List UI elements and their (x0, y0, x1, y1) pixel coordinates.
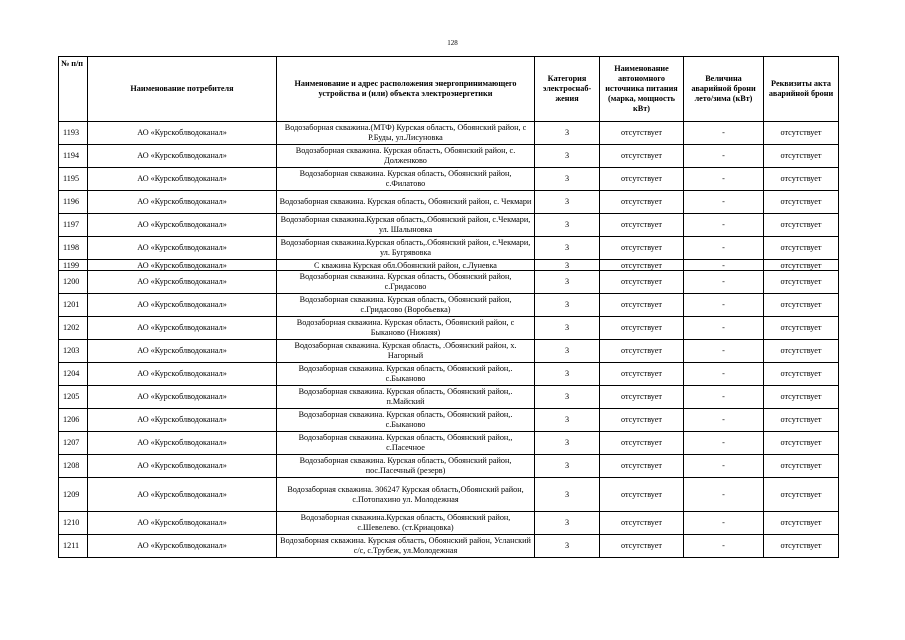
row-num-cell: 1200 (59, 271, 88, 294)
reserve-value-cell: - (684, 168, 764, 191)
power-source-cell: отсутствует (600, 168, 684, 191)
object-address-cell: Водозаборная скважина. Курская область, Обоянский район, с.Филатово (277, 168, 535, 191)
consumer-cell: АО «Курскоблводоканал» (88, 294, 277, 317)
header-consumer: Наименование потребителя (88, 57, 277, 122)
act-details-cell: отсутствует (764, 317, 839, 340)
consumer-cell: АО «Курскоблводоканал» (88, 317, 277, 340)
row-num-cell: 1201 (59, 294, 88, 317)
power-source-cell: отсутствует (600, 271, 684, 294)
act-details-cell: отсутствует (764, 214, 839, 237)
power-source-cell: отсутствует (600, 455, 684, 478)
power-source-cell: отсутствует (600, 386, 684, 409)
category-cell: 3 (535, 386, 600, 409)
category-cell: 3 (535, 237, 600, 260)
object-address-cell: Водозаборная скважина. Курская область, Обоянский район,. п.Майский (277, 386, 535, 409)
object-address-cell: Водозаборная скважина. Курская область, Обоянский район, с Быканово (Нижняя) (277, 317, 535, 340)
category-cell: 3 (535, 271, 600, 294)
object-address-cell: Водозаборная скважина. Курская область, Обоянский район,. с.Быканово (277, 363, 535, 386)
power-source-cell: отсутствует (600, 512, 684, 535)
row-num-cell: 1210 (59, 512, 88, 535)
consumer-cell: АО «Курскоблводоканал» (88, 478, 277, 512)
row-num-cell: 1202 (59, 317, 88, 340)
row-num-cell: 1208 (59, 455, 88, 478)
table-row (59, 317, 839, 340)
act-details-cell: отсутствует (764, 340, 839, 363)
table-row (59, 271, 839, 294)
table-row (59, 512, 839, 535)
consumer-cell: АО «Курскоблводоканал» (88, 409, 277, 432)
table-row (59, 478, 839, 512)
act-details-cell: отсутствует (764, 294, 839, 317)
consumer-cell: АО «Курскоблводоканал» (88, 214, 277, 237)
category-cell: 3 (535, 122, 600, 145)
power-source-cell: отсутствует (600, 409, 684, 432)
header-object: Наименование и адрес расположения энергопринимающего устройства и (или) объекта электроэнергетики (277, 57, 535, 122)
consumer-cell: АО «Курскоблводоканал» (88, 386, 277, 409)
object-address-cell: Водозаборная скважина. Курская область, Обоянский район, с. Долженково (277, 145, 535, 168)
category-cell: 3 (535, 535, 600, 558)
row-num-cell: 1197 (59, 214, 88, 237)
table-row (59, 122, 839, 145)
object-address-cell: Водозаборная скважина. 306247 Курская область,Обоянский район, с.Потопахино ул. Молодежная (277, 478, 535, 512)
table-row (59, 237, 839, 260)
act-details-cell: отсутствует (764, 455, 839, 478)
table-row (59, 455, 839, 478)
consumer-cell: АО «Курскоблводоканал» (88, 260, 277, 271)
power-source-cell: отсутствует (600, 478, 684, 512)
object-address-cell: Водозаборная скважина.Курская область, Обоянский район, с.Шевелево. (ст.Криацовка) (277, 512, 535, 535)
act-details-cell: отсутствует (764, 237, 839, 260)
row-num-cell: 1205 (59, 386, 88, 409)
consumer-cell: АО «Курскоблводоканал» (88, 340, 277, 363)
consumer-cell: АО «Курскоблводоканал» (88, 122, 277, 145)
reserve-value-cell: - (684, 455, 764, 478)
reserve-value-cell: - (684, 363, 764, 386)
reserve-value-cell: - (684, 145, 764, 168)
table-row (59, 191, 839, 214)
header-num: № п/п (59, 57, 88, 122)
power-source-cell: отсутствует (600, 340, 684, 363)
row-num-cell: 1207 (59, 432, 88, 455)
object-address-cell: Водозаборная скважина. Курская область, Обоянский район, с.Гридасово (277, 271, 535, 294)
header-reserve: Величина аварийной брони лето/зима (кВт) (684, 57, 764, 122)
category-cell: 3 (535, 191, 600, 214)
row-num-cell: 1195 (59, 168, 88, 191)
act-details-cell: отсутствует (764, 145, 839, 168)
table-row (59, 386, 839, 409)
consumer-cell: АО «Курскоблводоканал» (88, 237, 277, 260)
act-details-cell: отсутствует (764, 191, 839, 214)
category-cell: 3 (535, 214, 600, 237)
consumer-cell: АО «Курскоблводоканал» (88, 455, 277, 478)
power-source-cell: отсутствует (600, 145, 684, 168)
row-num-cell: 1211 (59, 535, 88, 558)
category-cell: 3 (535, 168, 600, 191)
reserve-value-cell: - (684, 512, 764, 535)
category-cell: 3 (535, 363, 600, 386)
consumer-cell: АО «Курскоблводоканал» (88, 145, 277, 168)
header-row (59, 57, 839, 122)
object-address-cell: С кважина Курская обл.Обоянский район, с.Луневка (277, 260, 535, 271)
category-cell: 3 (535, 260, 600, 271)
table-row (59, 214, 839, 237)
row-num-cell: 1196 (59, 191, 88, 214)
row-num-cell: 1198 (59, 237, 88, 260)
row-num-cell: 1209 (59, 478, 88, 512)
category-cell: 3 (535, 145, 600, 168)
object-address-cell: Водозаборная скважина.Курская область,.Обоянский район, с.Чекмари, ул. Шалыновка (277, 214, 535, 237)
category-cell: 3 (535, 317, 600, 340)
table-row (59, 294, 839, 317)
reserve-value-cell: - (684, 237, 764, 260)
reserve-value-cell: - (684, 271, 764, 294)
consumer-cell: АО «Курскоблводоканал» (88, 363, 277, 386)
table-row (59, 432, 839, 455)
category-cell: 3 (535, 455, 600, 478)
object-address-cell: Водозаборная скважина. Курская область, Обоянский район, с. Чекмари (277, 191, 535, 214)
act-details-cell: отсутствует (764, 386, 839, 409)
object-address-cell: Водозаборная скважина.Курская область,.Обоянский район, с.Чекмари, ул. Бугрявовка (277, 237, 535, 260)
table-row (59, 363, 839, 386)
consumer-cell: АО «Курскоблводоканал» (88, 432, 277, 455)
object-address-cell: Водозаборная скважина. Курская область, Обоянский район,. с.Быканово (277, 409, 535, 432)
reserve-value-cell: - (684, 478, 764, 512)
reserve-value-cell: - (684, 432, 764, 455)
header-category: Категория электроснаб-жения (535, 57, 600, 122)
act-details-cell: отсутствует (764, 122, 839, 145)
reserve-value-cell: - (684, 122, 764, 145)
table-row (59, 340, 839, 363)
category-cell: 3 (535, 409, 600, 432)
power-source-cell: отсутствует (600, 432, 684, 455)
object-address-cell: Водозаборная скважина. Курская область, Обоянский район,, с.Пасечное (277, 432, 535, 455)
object-address-cell: Водозаборная скважина. Курская область, Обоянский район, Усланский с/с, с.Трубеж, ул.Молодежная (277, 535, 535, 558)
act-details-cell: отсутствует (764, 512, 839, 535)
header-details: Реквизиты акта аварийной брони (764, 57, 839, 122)
consumer-cell: АО «Курскоблводоканал» (88, 191, 277, 214)
reserve-value-cell: - (684, 317, 764, 340)
reserve-value-cell: - (684, 386, 764, 409)
row-num-cell: 1203 (59, 340, 88, 363)
consumer-cell: АО «Курскоблводоканал» (88, 535, 277, 558)
reserve-value-cell: - (684, 191, 764, 214)
power-source-cell: отсутствует (600, 363, 684, 386)
reserve-value-cell: - (684, 340, 764, 363)
power-source-cell: отсутствует (600, 122, 684, 145)
category-cell: 3 (535, 294, 600, 317)
object-address-cell: Водозаборная скважина. Курская область, .Обоянский район, х. Нагорный (277, 340, 535, 363)
register-table (58, 56, 839, 558)
act-details-cell: отсутствует (764, 478, 839, 512)
category-cell: 3 (535, 478, 600, 512)
act-details-cell: отсутствует (764, 409, 839, 432)
reserve-value-cell: - (684, 294, 764, 317)
power-source-cell: отсутствует (600, 535, 684, 558)
table-row (59, 535, 839, 558)
act-details-cell: отсутствует (764, 363, 839, 386)
act-details-cell: отсутствует (764, 535, 839, 558)
category-cell: 3 (535, 432, 600, 455)
act-details-cell: отсутствует (764, 168, 839, 191)
power-source-cell: отсутствует (600, 260, 684, 271)
table-row (59, 409, 839, 432)
power-source-cell: отсутствует (600, 237, 684, 260)
reserve-value-cell: - (684, 260, 764, 271)
category-cell: 3 (535, 512, 600, 535)
consumer-cell: АО «Курскоблводоканал» (88, 168, 277, 191)
object-address-cell: Водозаборная скважина. Курская область, Обоянский район, с.Гридасово (Воробьевка) (277, 294, 535, 317)
table-row (59, 168, 839, 191)
table-row (59, 260, 839, 271)
row-num-cell: 1193 (59, 122, 88, 145)
row-num-cell: 1206 (59, 409, 88, 432)
reserve-value-cell: - (684, 535, 764, 558)
category-cell: 3 (535, 340, 600, 363)
power-source-cell: отсутствует (600, 191, 684, 214)
object-address-cell: Водозаборная скважина.(МТФ) Курская область, Обоянский район, с Р.Буды, ул.Лисуновка (277, 122, 535, 145)
page-number: 128 (447, 39, 458, 47)
table-row (59, 145, 839, 168)
act-details-cell: отсутствует (764, 432, 839, 455)
row-num-cell: 1199 (59, 260, 88, 271)
power-source-cell: отсутствует (600, 294, 684, 317)
act-details-cell: отсутствует (764, 271, 839, 294)
act-details-cell: отсутствует (764, 260, 839, 271)
power-source-cell: отсутствует (600, 214, 684, 237)
consumer-cell: АО «Курскоблводоканал» (88, 512, 277, 535)
reserve-value-cell: - (684, 214, 764, 237)
power-source-cell: отсутствует (600, 317, 684, 340)
row-num-cell: 1204 (59, 363, 88, 386)
header-source: Наименование автономного источника питания (марка, мощность кВт) (600, 57, 684, 122)
object-address-cell: Водозаборная скважина. Курская область, Обоянский район, пос.Пасечный (резерв) (277, 455, 535, 478)
row-num-cell: 1194 (59, 145, 88, 168)
reserve-value-cell: - (684, 409, 764, 432)
consumer-cell: АО «Курскоблводоканал» (88, 271, 277, 294)
